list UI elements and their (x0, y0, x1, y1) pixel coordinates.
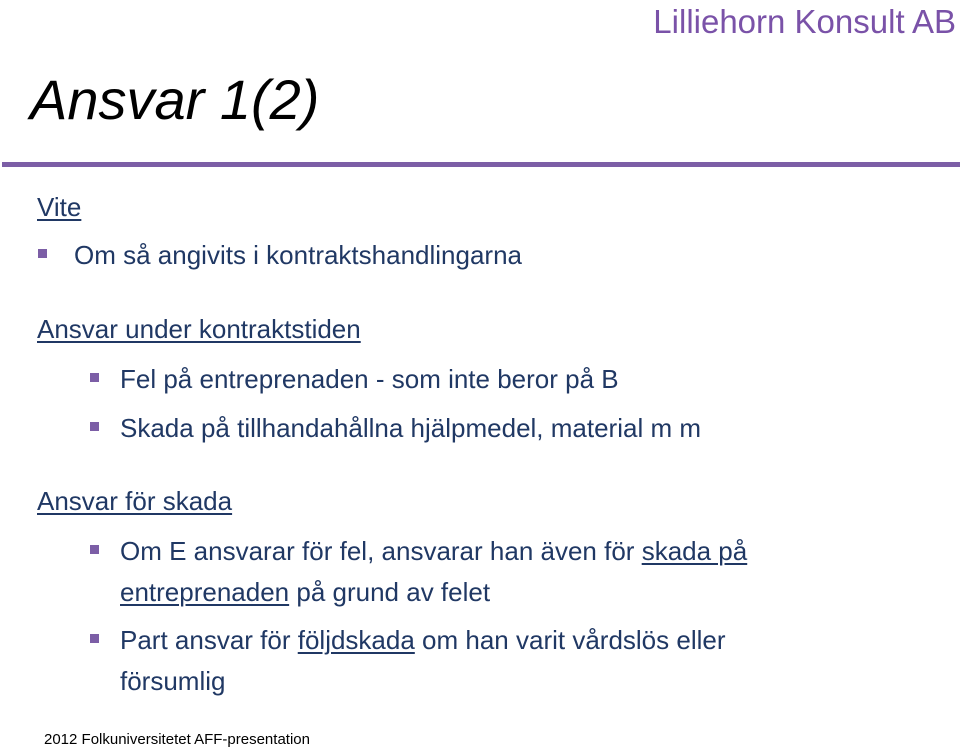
bullet-text (120, 623, 900, 657)
square-bullet-icon (90, 545, 99, 554)
underlined-term-entreprenaden: entreprenaden (120, 577, 290, 607)
bullet-vite-1 (74, 238, 522, 272)
bullet-text-part: Om E ansvarar för fel, ansvarar han även för (120, 536, 642, 566)
bullet-kontraktstiden-2 (120, 411, 701, 445)
bullet-text-part: om han varit vårdslös eller (414, 625, 726, 655)
square-bullet-icon (90, 422, 99, 431)
bullet-text: Skada på tillhandahållna hjälpmedel, material m m (120, 413, 701, 443)
brand-name: Lilliehorn Konsult AB (653, 3, 956, 40)
title-divider (2, 162, 960, 167)
bullet-kontraktstiden-1 (120, 362, 619, 396)
section-heading-skada: Ansvar för skada (37, 486, 233, 516)
bullet-text-part: Part ansvar för (120, 625, 298, 655)
bullet-skada-1 (120, 534, 900, 609)
bullet-text (120, 534, 900, 568)
footer-text: 2012 Folkuniversitetet AFF-presentation (44, 731, 310, 748)
bullet-text: Om så angivits i kontraktshandlingarna (74, 240, 523, 270)
underlined-term-skada-pa: skada på (641, 536, 748, 566)
section-heading-vite: Vite (37, 192, 82, 222)
square-bullet-icon (90, 634, 99, 643)
slide-title: Ansvar 1(2) (30, 68, 320, 131)
bullet-text-line2 (120, 575, 900, 609)
underlined-term-foljdskada: följdskada (297, 625, 415, 655)
bullet-skada-2 (120, 623, 900, 698)
square-bullet-icon (38, 249, 47, 258)
section-heading-kontraktstiden: Ansvar under kontraktstiden (37, 314, 361, 344)
bullet-text-part: på grund av felet (289, 577, 491, 607)
bullet-text-line2: försumlig (120, 666, 226, 696)
bullet-text: Fel på entreprenaden - som inte beror på B (120, 364, 619, 394)
square-bullet-icon (90, 373, 99, 382)
